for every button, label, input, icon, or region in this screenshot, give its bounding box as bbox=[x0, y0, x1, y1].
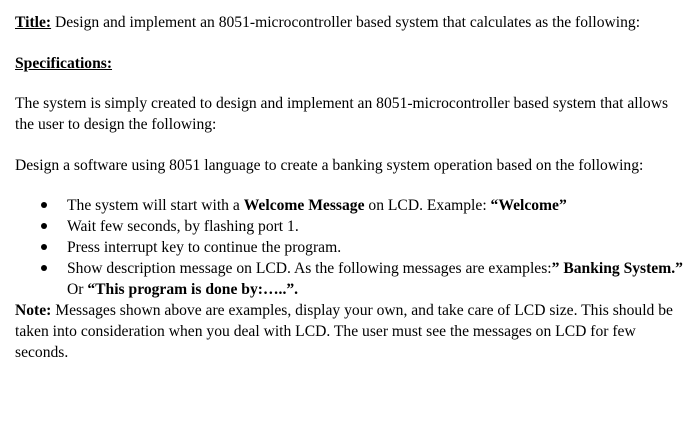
list-item: Show description message on LCD. As the following messages are examples:” Banking System.” Or “This program is done by:…..”. bbox=[15, 258, 686, 300]
specifications-label: Specifications: bbox=[15, 55, 113, 72]
note-text: Messages shown above are examples, display your own, and take care of LCD size. This should be taken into consideration when you deal with LCD. The user must see the messages on LCD for few seconds. bbox=[15, 302, 673, 361]
list-item: The system will start with a Welcome Message on LCD. Example: “Welcome” bbox=[15, 195, 686, 216]
title-label: Title: bbox=[15, 14, 52, 31]
note-label: Note: bbox=[15, 302, 52, 319]
bullet-icon bbox=[41, 244, 47, 250]
title-text: Design and implement an 8051-microcontroller based system that calculates as the following: bbox=[51, 14, 641, 31]
list-item: Wait few seconds, by flashing port 1. bbox=[15, 216, 686, 237]
bullet-icon bbox=[41, 265, 47, 271]
specifications-heading bbox=[15, 53, 686, 74]
list-item: Press interrupt key to continue the program. bbox=[15, 237, 686, 258]
design-paragraph: Design a software using 8051 language to create a banking system operation based on the following: bbox=[15, 157, 644, 174]
requirements-list bbox=[15, 195, 686, 300]
note-paragraph bbox=[15, 300, 686, 363]
intro-paragraph: The system is simply created to design and implement an 8051-microcontroller based system that allows the user to design the following: bbox=[15, 95, 669, 133]
bullet-icon bbox=[41, 223, 47, 229]
bullet-icon bbox=[41, 202, 47, 208]
title-paragraph bbox=[15, 12, 686, 33]
